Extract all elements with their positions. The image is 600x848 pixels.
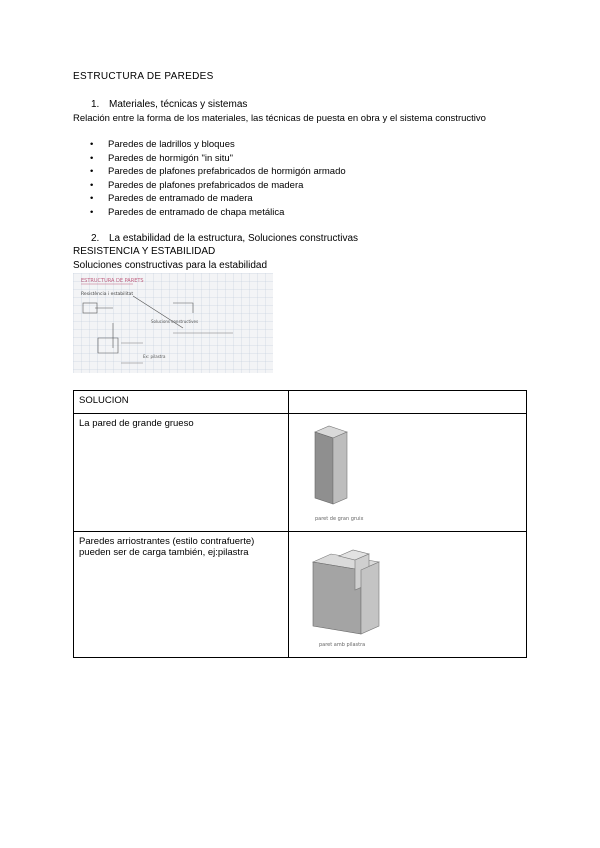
list-item: • Paredes de plafones prefabricados de madera xyxy=(90,179,346,193)
document-title: ESTRUCTURA DE PAREDES xyxy=(73,71,214,82)
sketch-text-line: Resistència i estabilitat xyxy=(81,292,134,297)
list-item: • Paredes de hormigón "in situ" xyxy=(90,152,346,166)
buttressed-wall-drawing xyxy=(299,542,419,650)
section-2-title: La estabilidad de la estructura, Soluciones constructivas xyxy=(109,233,359,244)
drawing-caption: paret de gran gruix xyxy=(315,516,364,522)
list-item: • Paredes de ladrillos y bloques xyxy=(90,138,346,152)
section-2-intro: Soluciones constructivas para la estabilidad xyxy=(73,260,267,271)
list-item: • Paredes de plafones prefabricados de hormigón armado xyxy=(90,165,346,179)
handwritten-sketch-image xyxy=(73,273,273,373)
solution-image-cell xyxy=(289,414,527,532)
table-row xyxy=(74,532,527,658)
section-2-number: 2. xyxy=(91,233,100,244)
solution-description: La pared de grande grueso xyxy=(74,414,289,532)
sketch-title: ESTRUCTURA DE PARETS xyxy=(81,278,144,284)
header-cell-solution: SOLUCION xyxy=(74,391,289,414)
sketch-note: Solucions constructives xyxy=(151,319,199,324)
wall-types-list xyxy=(90,138,346,219)
sketch-note-2: Ex: pilastra xyxy=(143,354,166,359)
section-1-intro: Relación entre la forma de los materiales, las técnicas de puesta en obra y el sistema constructivo xyxy=(73,113,486,124)
drawing-caption: paret amb pilastra xyxy=(319,642,366,648)
list-item: • Paredes de entramado de madera xyxy=(90,192,346,206)
solutions-table xyxy=(73,390,527,658)
thick-wall-drawing xyxy=(299,424,419,524)
solution-image-cell xyxy=(289,532,527,658)
table-row xyxy=(74,414,527,532)
section-1-title: Materiales, técnicas y sistemas xyxy=(109,99,248,110)
solution-description: Paredes arriostrantes (estilo contrafuerte) pueden ser de carga también, ej:pilastra xyxy=(74,532,289,658)
table-header-row xyxy=(74,391,527,414)
section-2-subheading: RESISTENCIA Y ESTABILIDAD xyxy=(73,246,216,257)
list-item: • Paredes de entramado de chapa metálica xyxy=(90,206,346,220)
header-cell-empty xyxy=(289,391,527,414)
section-1-number: 1. xyxy=(91,99,100,110)
